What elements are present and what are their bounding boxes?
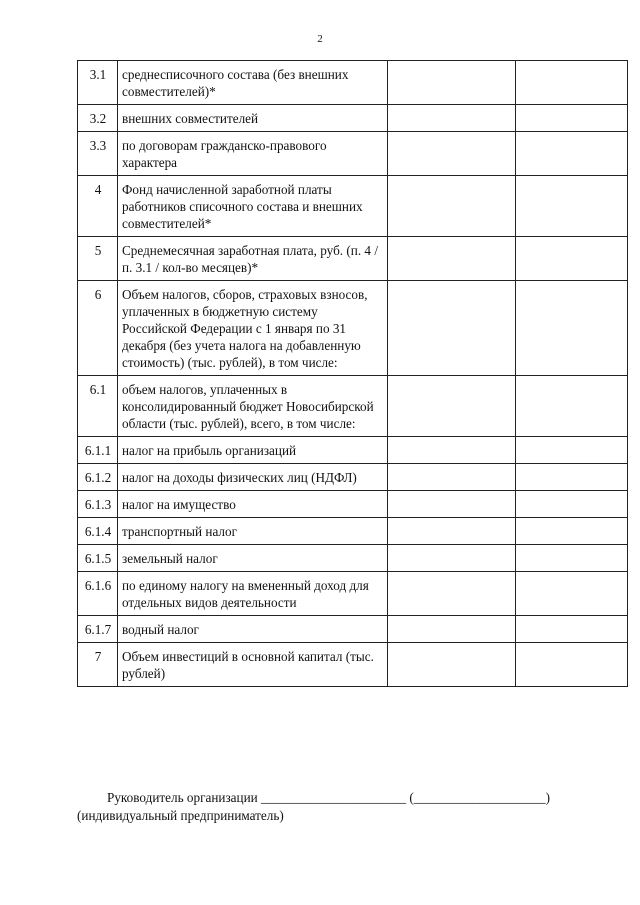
table-row	[78, 376, 628, 437]
value-cell-1	[388, 376, 516, 437]
row-label: водный налог	[118, 616, 388, 643]
row-number: 6.1.1	[78, 437, 118, 464]
value-cell-2	[516, 643, 628, 687]
row-number: 3.1	[78, 61, 118, 105]
table-row	[78, 437, 628, 464]
row-number: 6.1.7	[78, 616, 118, 643]
value-cell-1	[388, 464, 516, 491]
table-row	[78, 572, 628, 616]
value-cell-1	[388, 61, 516, 105]
report-table	[77, 60, 628, 687]
table-row	[78, 616, 628, 643]
row-number: 4	[78, 176, 118, 237]
row-number: 3.2	[78, 105, 118, 132]
row-number: 3.3	[78, 132, 118, 176]
value-cell-1	[388, 105, 516, 132]
value-cell-1	[388, 545, 516, 572]
row-label: Среднемесячная заработная плата, руб. (п. 4 / п. 3.1 / кол-во месяцев)*	[118, 237, 388, 281]
row-number: 5	[78, 237, 118, 281]
row-number: 6.1.4	[78, 518, 118, 545]
table-row	[78, 518, 628, 545]
value-cell-1	[388, 491, 516, 518]
row-label: Фонд начисленной заработной платы работников списочного состава и внешних совместителей*	[118, 176, 388, 237]
row-number: 6.1.5	[78, 545, 118, 572]
row-label: по единому налогу на вмененный доход для отдельных видов деятельности	[118, 572, 388, 616]
value-cell-1	[388, 643, 516, 687]
value-cell-2	[516, 437, 628, 464]
value-cell-2	[516, 105, 628, 132]
value-cell-2	[516, 491, 628, 518]
value-cell-2	[516, 61, 628, 105]
table-row	[78, 105, 628, 132]
value-cell-2	[516, 616, 628, 643]
value-cell-2	[516, 545, 628, 572]
row-number: 6	[78, 281, 118, 376]
table-row	[78, 491, 628, 518]
row-label: транспортный налог	[118, 518, 388, 545]
row-label: внешних совместителей	[118, 105, 388, 132]
value-cell-2	[516, 237, 628, 281]
row-label: земельный налог	[118, 545, 388, 572]
row-label: объем налогов, уплаченных в консолидированный бюджет Новосибирской области (тыс. рублей), всего, в том числе:	[118, 376, 388, 437]
row-number: 7	[78, 643, 118, 687]
row-number: 6.1.3	[78, 491, 118, 518]
value-cell-1	[388, 437, 516, 464]
table-row	[78, 464, 628, 491]
table-row	[78, 545, 628, 572]
value-cell-1	[388, 176, 516, 237]
table-row	[78, 132, 628, 176]
value-cell-1	[388, 237, 516, 281]
value-cell-2	[516, 518, 628, 545]
row-label: Объем инвестиций в основной капитал (тыс. рублей)	[118, 643, 388, 687]
table-row	[78, 643, 628, 687]
table-row	[78, 281, 628, 376]
row-label: среднесписочного состава (без внешних совместителей)*	[118, 61, 388, 105]
value-cell-2	[516, 572, 628, 616]
row-label: налог на имущество	[118, 491, 388, 518]
row-number: 6.1.2	[78, 464, 118, 491]
value-cell-2	[516, 464, 628, 491]
table-row	[78, 176, 628, 237]
table-row	[78, 237, 628, 281]
value-cell-2	[516, 176, 628, 237]
signature-line: Руководитель организации ______________________ (____________________)	[107, 790, 550, 805]
row-label: налог на прибыль организаций	[118, 437, 388, 464]
page-number: 2	[317, 33, 323, 45]
value-cell-1	[388, 572, 516, 616]
row-label: Объем налогов, сборов, страховых взносов, уплаченных в бюджетную систему Российской Федерации с 1 января по 31 декабря (без учета налога на добавленную стоимость) (тыс. рублей), в том числе:	[118, 281, 388, 376]
value-cell-1	[388, 281, 516, 376]
row-label: по договорам гражданско-правового характера	[118, 132, 388, 176]
entrepreneur-note: (индивидуальный предприниматель)	[77, 808, 284, 823]
value-cell-2	[516, 376, 628, 437]
row-number: 6.1.6	[78, 572, 118, 616]
report-table-body	[78, 61, 628, 687]
value-cell-1	[388, 616, 516, 643]
value-cell-2	[516, 132, 628, 176]
value-cell-1	[388, 132, 516, 176]
table-row	[78, 61, 628, 105]
value-cell-1	[388, 518, 516, 545]
value-cell-2	[516, 281, 628, 376]
row-number: 6.1	[78, 376, 118, 437]
row-label: налог на доходы физических лиц (НДФЛ)	[118, 464, 388, 491]
